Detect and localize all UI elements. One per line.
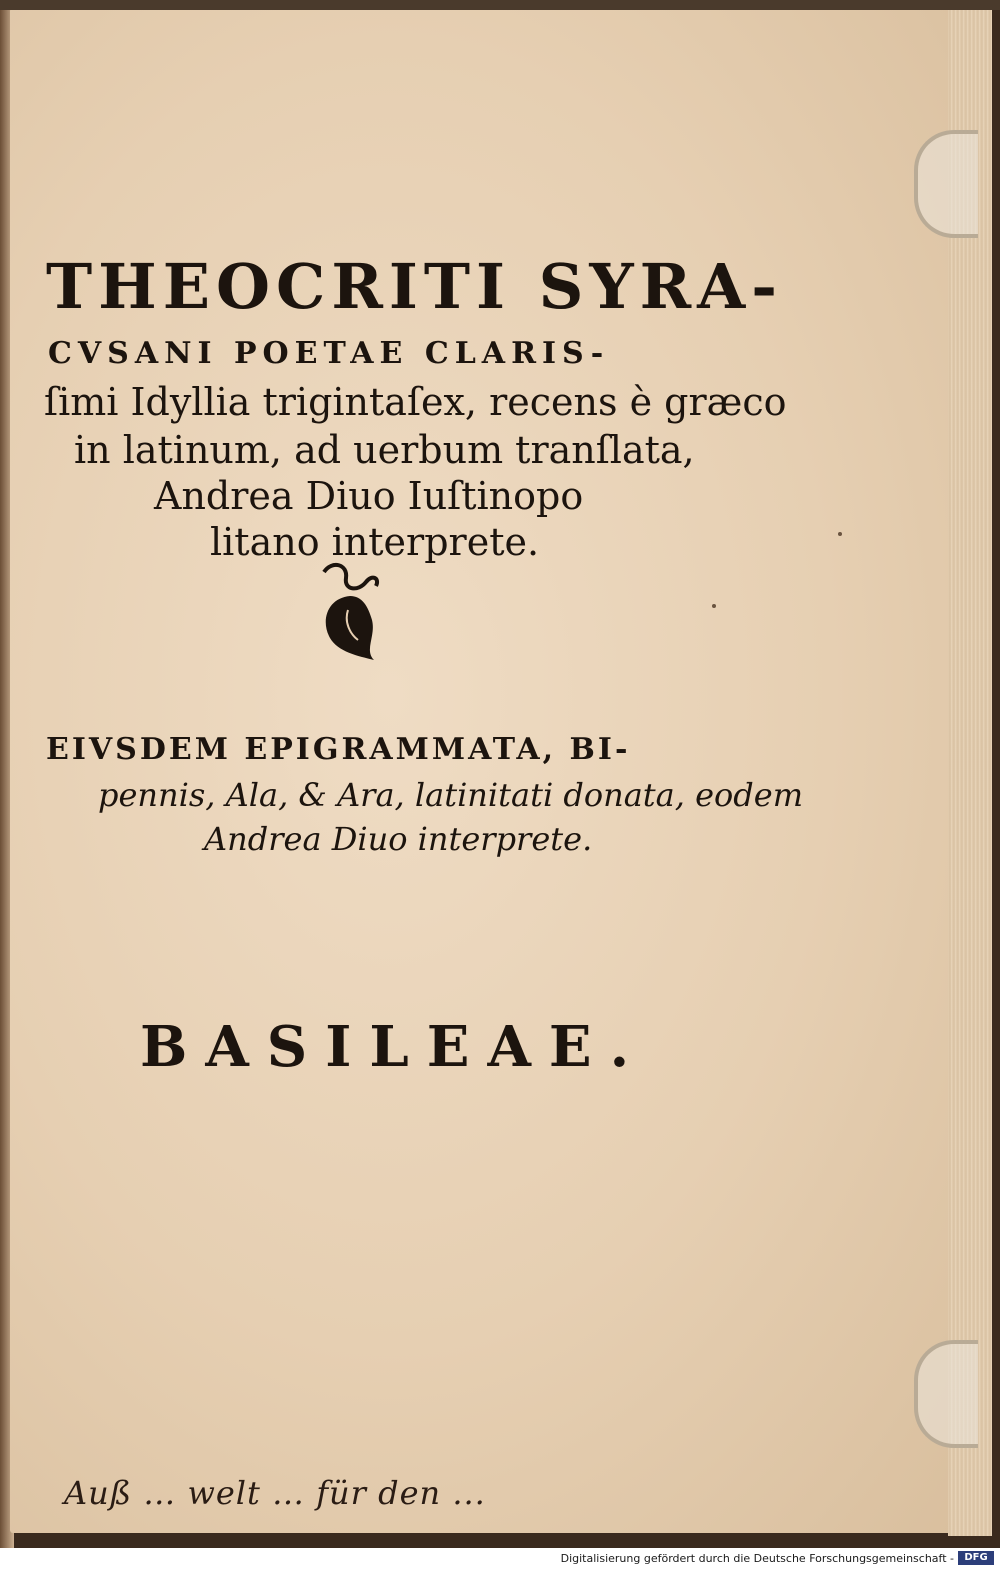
- book-cover-top: [0, 0, 1000, 10]
- paper-speck: [838, 532, 842, 536]
- paper-speck: [712, 604, 716, 608]
- title-line: Andrea Diuo Iuſtinopo: [154, 474, 584, 518]
- title-page-paper: [10, 8, 958, 1533]
- handwritten-note: Auß … welt … für den ...: [64, 1474, 486, 1512]
- title-line: in latinum, ad uerbum tranſlata,: [74, 428, 695, 472]
- title-line: ſimi Idyllia trigintaſex, recens è græco: [44, 380, 787, 424]
- title-line: THEOCRITI SYRA-: [46, 250, 783, 323]
- title-line: litano interprete.: [210, 520, 540, 564]
- book-clip-top: [914, 130, 978, 238]
- epigram-line: pennis, Ala, & Ara, latinitati donata, eodem: [98, 776, 804, 814]
- leaf-ornament-icon: [318, 560, 388, 665]
- dfg-logo-icon: DFG: [958, 1551, 994, 1565]
- title-line: CVSANI POETAE CLARIS-: [48, 336, 610, 371]
- imprint-place: BASILEAE.: [140, 1014, 648, 1080]
- footer-credit: Digitalisierung gefördert durch die Deutsche Forschungsgemeinschaft -: [560, 1552, 954, 1565]
- epigram-line: Andrea Diuo interprete.: [204, 820, 593, 858]
- epigram-line: EIVSDEM EPIGRAMMATA, BI-: [46, 732, 631, 767]
- book-clip-bottom: [914, 1340, 978, 1448]
